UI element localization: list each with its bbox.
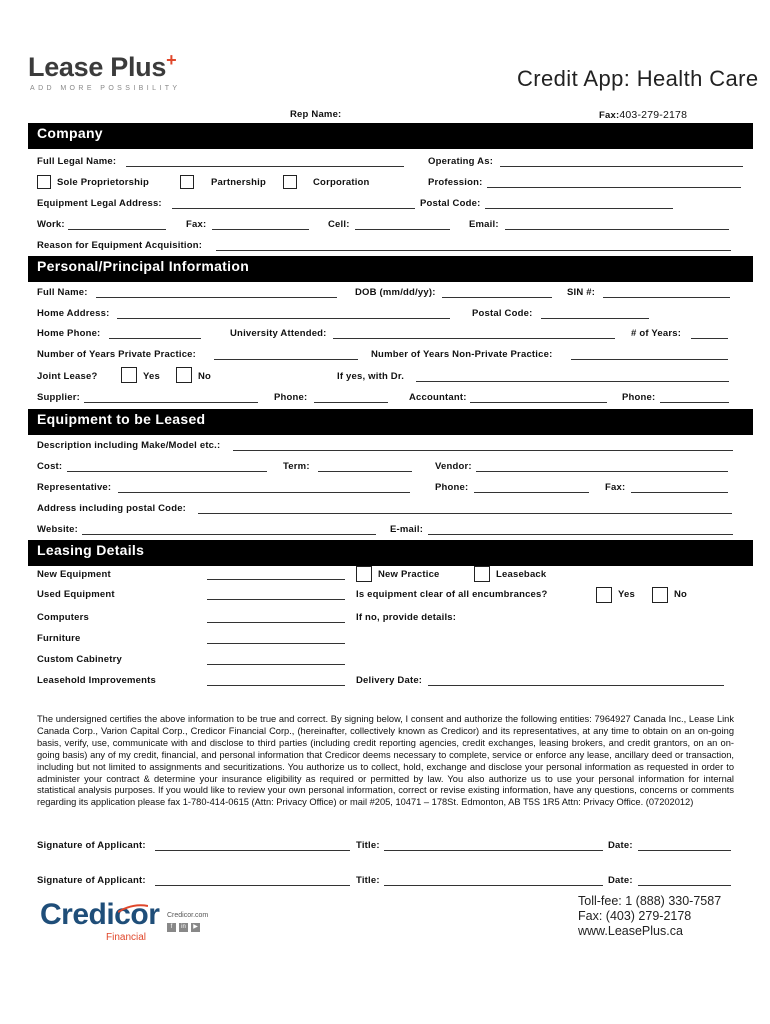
signature-1-label: Signature of Applicant: — [37, 840, 146, 851]
equipment-phone-label: Phone: — [435, 482, 469, 493]
supplier-label: Supplier: — [37, 392, 80, 403]
toll-free: Toll-fee: 1 (888) 330-7587 — [578, 894, 722, 908]
fax-label — [599, 109, 687, 121]
address-postal-field[interactable] — [198, 513, 732, 514]
operating-as-field[interactable] — [500, 166, 743, 167]
encumbrances-no-checkbox[interactable] — [652, 587, 668, 603]
work-phone-field[interactable] — [68, 229, 166, 230]
accountant-field[interactable] — [470, 402, 607, 403]
equipment-legal-address-field[interactable] — [172, 208, 415, 209]
used-equipment-label: Used Equipment — [37, 589, 115, 600]
representative-label: Representative: — [37, 482, 112, 493]
personal-postal-code-label: Postal Code: — [472, 308, 533, 319]
university-field[interactable] — [333, 338, 615, 339]
accountant-phone-field[interactable] — [660, 402, 729, 403]
vendor-field[interactable] — [476, 471, 728, 472]
term-label: Term: — [283, 461, 310, 472]
logo-tagline: ADD MORE POSSIBILITY — [30, 85, 181, 92]
years-label: # of Years: — [631, 328, 682, 339]
joint-lease-no-label: No — [198, 371, 212, 382]
leaseback-label: Leaseback — [496, 569, 547, 580]
logo-plus: + — [166, 50, 177, 70]
new-equipment-label: New Equipment — [37, 569, 111, 580]
company-fax-label: Fax: — [186, 219, 207, 230]
profession-label: Profession: — [428, 177, 483, 188]
used-equipment-field[interactable] — [207, 599, 345, 600]
sole-proprietorship-checkbox[interactable] — [37, 175, 51, 189]
cell-field[interactable] — [355, 229, 450, 230]
encumbrances-yes-label: Yes — [618, 589, 635, 600]
full-legal-name-label: Full Legal Name: — [37, 156, 117, 167]
company-email-field[interactable] — [505, 229, 729, 230]
personal-postal-code-field[interactable] — [541, 318, 649, 319]
date-2-label: Date: — [608, 875, 633, 886]
years-private-label: Number of Years Private Practice: — [37, 349, 197, 360]
date-2-field[interactable] — [638, 885, 731, 886]
dob-field[interactable] — [442, 297, 552, 298]
leaseback-checkbox[interactable] — [474, 566, 490, 582]
furniture-label: Furniture — [37, 633, 81, 644]
vendor-label: Vendor: — [435, 461, 472, 472]
if-no-details-label: If no, provide details: — [356, 612, 457, 623]
consent-disclaimer: The undersigned certifies the above information to be true and correct. By signing below, I consent and authorize the following entities: 7964927 Canada Inc., Lease Link Canada Corp., Varion Capital Corp., Credicor Financial Corp., (hereinafter, collectively known as Credicor) and its representatives, at any time to obtain on an on-going basis, verify, use, communicate with and disclose to third parties (including credit reporting agencies, credit exchanges, leasing brokers, and credit grantors, on an on-going basis) any of my credit, financial, and personal information that Credicor deems necessary to complete, service or enforce any lease, ancillary deed or transaction, including but not limited to assignments and securitizations. You authorize us to collect, hold, exchange and disclose your personal information as requested in order to administer your contract & determine your insurance eligibility as required or permitted by law. You also authorize us to use your personal information for internal statistical analysis purposes. If you would like to review your own personal information, correct or revise existing information, have any questions, concerns or comments regarding its application please fax 1-780-414-0615 (Attn: Privacy Office) or mail #205, 10471 – 178St. Edmonton, AB T5S 1R5 Attn: Privacy Office. (07202012) — [37, 714, 734, 808]
lease-plus-logo — [28, 52, 177, 83]
credicor-swoosh-icon — [118, 903, 148, 913]
cost-field[interactable] — [67, 471, 267, 472]
joint-lease-yes-checkbox[interactable] — [121, 367, 137, 383]
reason-label: Reason for Equipment Acquisition: — [37, 240, 203, 251]
fax-number: 403-279-2178 — [619, 109, 688, 121]
equipment-fax-field[interactable] — [631, 492, 728, 493]
date-1-label: Date: — [608, 840, 633, 851]
leasehold-field[interactable] — [207, 685, 345, 686]
contact-block — [578, 894, 721, 939]
years-nonprivate-field[interactable] — [571, 359, 728, 360]
if-yes-label: If yes, with Dr. — [337, 371, 405, 382]
section-personal-heading: Personal/Principal Information — [28, 256, 753, 282]
facebook-icon[interactable]: f — [167, 923, 176, 932]
signature-2-field[interactable] — [155, 885, 350, 886]
years-private-field[interactable] — [214, 359, 358, 360]
section-company-heading: Company — [28, 123, 753, 149]
partnership-label: Partnership — [211, 177, 266, 188]
website-label: Website: — [37, 524, 79, 535]
supplier-field[interactable] — [84, 402, 258, 403]
footer-fax: Fax: (403) 279-2178 — [578, 909, 692, 923]
corporation-checkbox[interactable] — [283, 175, 297, 189]
joint-lease-label: Joint Lease? — [37, 371, 98, 382]
signature-2-label: Signature of Applicant: — [37, 875, 146, 886]
new-practice-label: New Practice — [378, 569, 440, 580]
signature-1-field[interactable] — [155, 850, 350, 851]
equipment-email-label: E-mail: — [390, 524, 424, 535]
if-yes-field[interactable] — [416, 381, 729, 382]
delivery-date-label: Delivery Date: — [356, 675, 423, 686]
university-label: University Attended: — [230, 328, 327, 339]
full-name-field[interactable] — [96, 297, 337, 298]
term-field[interactable] — [318, 471, 412, 472]
furniture-field[interactable] — [207, 643, 345, 644]
leasehold-label: Leasehold Improvements — [37, 675, 156, 686]
credicor-logo: Credicor — [40, 898, 160, 931]
rep-name-label: Rep Name: — [290, 109, 342, 120]
credicor-financial: Financial — [106, 932, 147, 943]
corporation-label: Corporation — [313, 177, 370, 188]
accountant-phone-label: Phone: — [622, 392, 656, 403]
supplier-phone-label: Phone: — [274, 392, 308, 403]
computers-field[interactable] — [207, 622, 345, 623]
company-fax-field[interactable] — [212, 229, 309, 230]
linkedin-icon[interactable]: in — [179, 923, 188, 932]
work-phone-label: Work: — [37, 219, 65, 230]
title-1-field[interactable] — [384, 850, 603, 851]
equipment-phone-field[interactable] — [474, 492, 589, 493]
joint-lease-no-checkbox[interactable] — [176, 367, 192, 383]
equipment-fax-label: Fax: — [605, 482, 626, 493]
joint-lease-yes-label: Yes — [143, 371, 160, 382]
cell-label: Cell: — [328, 219, 350, 230]
years-field[interactable] — [691, 338, 728, 339]
title-2-field[interactable] — [384, 885, 603, 886]
sin-field[interactable] — [603, 297, 730, 298]
title-1-label: Title: — [356, 840, 380, 851]
credicor-site: Credicor.com — [167, 912, 209, 919]
delivery-date-field[interactable] — [428, 685, 724, 686]
full-legal-name-field[interactable] — [126, 166, 404, 167]
home-address-label: Home Address: — [37, 308, 110, 319]
computers-label: Computers — [37, 612, 89, 623]
address-postal-label: Address including postal Code: — [37, 503, 187, 514]
supplier-phone-field[interactable] — [314, 402, 388, 403]
description-label: Description including Make/Model etc.: — [37, 440, 221, 451]
footer-website[interactable]: www.LeasePlus.ca — [578, 924, 683, 938]
reason-field[interactable] — [216, 250, 731, 251]
equipment-legal-address-label: Equipment Legal Address: — [37, 198, 162, 209]
page-title: Credit App: Health Care — [517, 66, 759, 91]
new-practice-checkbox[interactable] — [356, 566, 372, 582]
sin-label: SIN #: — [567, 287, 596, 298]
home-phone-label: Home Phone: — [37, 328, 101, 339]
cost-label: Cost: — [37, 461, 63, 472]
encumbrances-question: Is equipment clear of all encumbrances? — [356, 589, 548, 600]
representative-field[interactable] — [118, 492, 410, 493]
fax-label-text: Fax: — [599, 110, 620, 121]
encumbrances-yes-checkbox[interactable] — [596, 587, 612, 603]
dob-label: DOB (mm/dd/yy): — [355, 287, 436, 298]
custom-cabinetry-label: Custom Cabinetry — [37, 654, 123, 665]
full-name-label: Full Name: — [37, 287, 88, 298]
title-2-label: Title: — [356, 875, 380, 886]
company-postal-code-field[interactable] — [485, 208, 673, 209]
profession-field[interactable] — [487, 187, 741, 188]
accountant-label: Accountant: — [409, 392, 467, 403]
youtube-icon[interactable]: ▶ — [191, 923, 200, 932]
years-nonprivate-label: Number of Years Non-Private Practice: — [371, 349, 553, 360]
partnership-checkbox[interactable] — [180, 175, 194, 189]
section-equipment-heading: Equipment to be Leased — [28, 409, 753, 435]
company-email-label: Email: — [469, 219, 499, 230]
home-phone-field[interactable] — [109, 338, 201, 339]
custom-cabinetry-field[interactable] — [207, 664, 345, 665]
new-equipment-field[interactable] — [207, 579, 345, 580]
encumbrances-no-label: No — [674, 589, 688, 600]
operating-as-label: Operating As: — [428, 156, 494, 167]
home-address-field[interactable] — [117, 318, 450, 319]
company-postal-code-label: Postal Code: — [420, 198, 481, 209]
date-1-field[interactable] — [638, 850, 731, 851]
section-leasing-heading: Leasing Details — [28, 540, 753, 566]
logo-text: Lease Plus — [28, 52, 167, 82]
website-field[interactable] — [82, 534, 376, 535]
description-field[interactable] — [233, 450, 733, 451]
equipment-email-field[interactable] — [428, 534, 733, 535]
sole-proprietorship-label: Sole Proprietorship — [57, 177, 149, 188]
